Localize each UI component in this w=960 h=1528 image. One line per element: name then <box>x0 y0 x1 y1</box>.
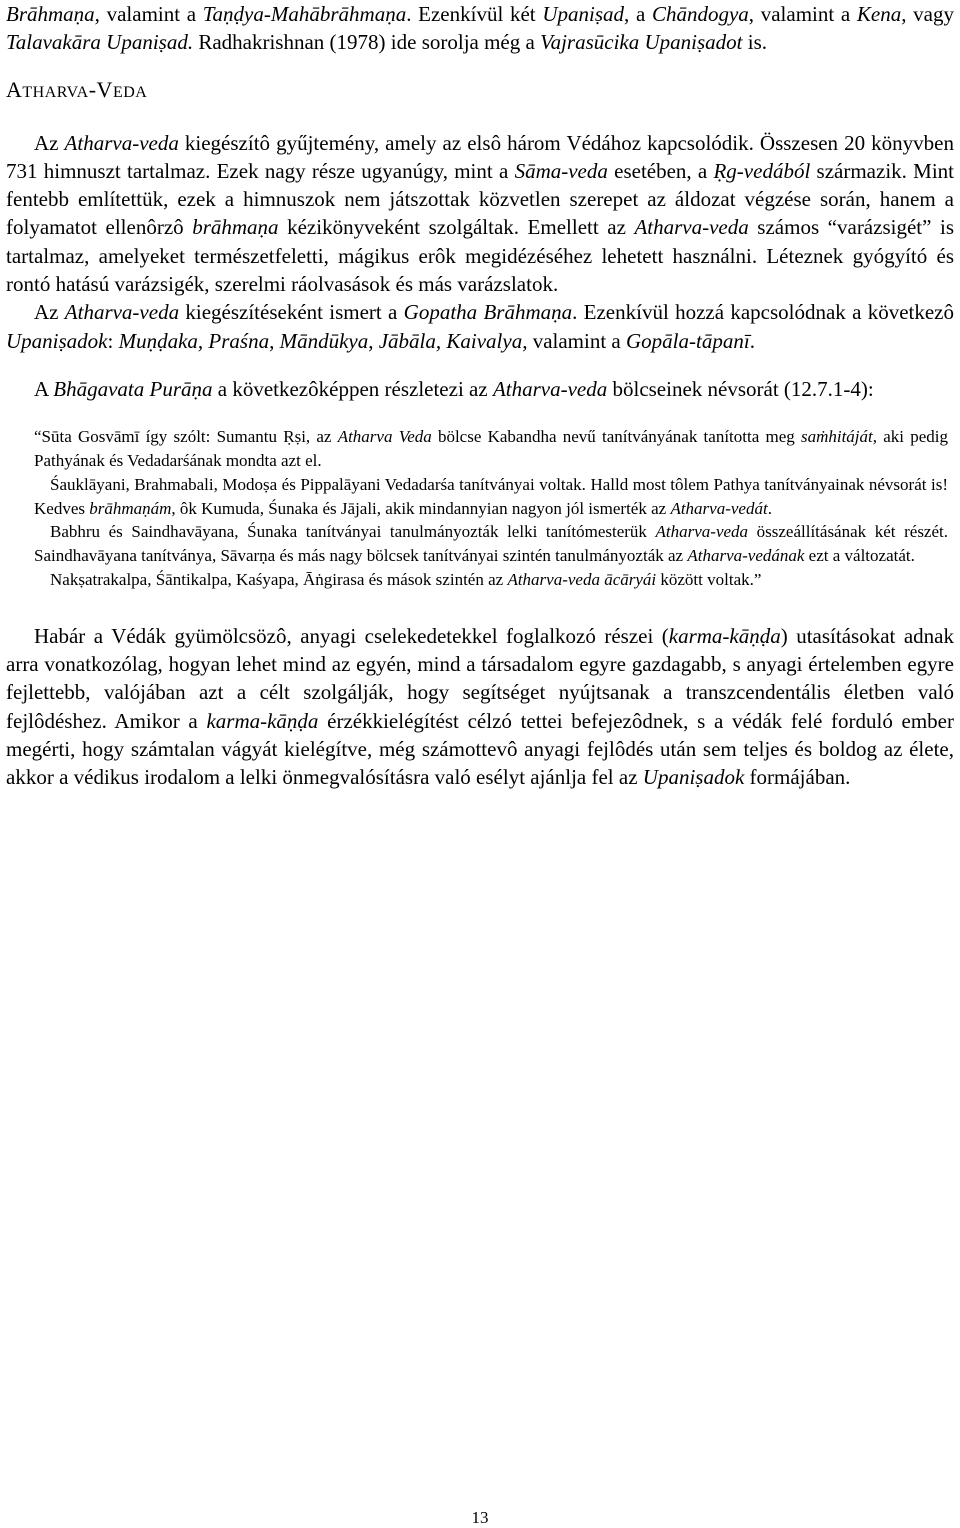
paragraph-text: Atharva-veda <box>64 300 180 325</box>
atharva-paragraph <box>6 129 954 299</box>
quote-text: Atharva Veda <box>337 427 432 447</box>
paragraph-text: Muṇḍaka, Praśna, Māndūkya <box>118 328 369 353</box>
heading-text: EDA <box>112 83 148 101</box>
intro-paragraph <box>6 0 954 57</box>
quote-paragraph <box>34 425 948 473</box>
quote-text: Babhru és Saindhavāyana, Śunaka tanítványai tanulmányozták lelki tanítómesterük <box>50 522 656 542</box>
paragraph-text: brāhmaṇa <box>192 215 279 240</box>
intro-text: Vajrasūcika Upaniṣadot <box>540 30 743 55</box>
karma-kanda-paragraph <box>6 622 954 792</box>
paragraph-text: bölcseinek névsorát (12.7.1-4): <box>607 376 874 401</box>
quote-text: Atharva-vedát <box>670 498 768 518</box>
quote-text: “Sūta Gosvāmī így szólt: Sumantu Ṛṣi, az <box>34 427 338 447</box>
quote-text: Atharva-vedának <box>687 546 805 566</box>
paragraph-text: Gopāla-tāpanī <box>626 328 750 353</box>
intro-text: Radhakrishnan (1978) ide sorolja még a <box>193 30 541 55</box>
quote-paragraph <box>34 520 948 568</box>
paragraph-text: Az <box>34 300 65 325</box>
paragraph-text: Jābāla, Kaivalya, <box>378 328 528 353</box>
intro-text: Taṇḍya-Mahābrāhmaṇa <box>202 2 407 26</box>
quote-text: Atharva-veda ācāryái <box>507 570 657 590</box>
paragraph-text: ) utasításokat adnak arra vonatkozólag, hogyan lehet mind az egyén, mind a társadalom egyre gazdagabb, s anyagi értelemben egyre fejlettebb, valójában azt a célt szolgálják, hogy segítséget nyújtsanak a transzcendentális életben való fejlôdéshez. Amikor a <box>6 623 954 733</box>
paragraph-text: származik. Mint fentebb említettük, ezek a himnuszok nem játszottak közvetlen szerepet az áldozat végzése során, hanem a folyamatot ellenôrzô <box>6 158 954 240</box>
heading-text: A <box>6 76 23 102</box>
intro-text: Brāhmaṇa <box>6 2 95 26</box>
paragraph-text: Sāma-veda <box>514 158 608 183</box>
intro-text: , valamint a <box>748 2 857 26</box>
quote-text: brāhmaṇám <box>89 498 172 518</box>
section-heading <box>6 77 954 103</box>
paragraph-text: esetében, a <box>607 158 714 183</box>
paragraph-text: kézikönyveként szolgáltak. Emellett az <box>278 215 635 240</box>
paragraph-text: számos “varázsigét” is tartalmaz, amelyeket természetfeletti, mágikus erôk megidézéséhez lehetett használni. Léteznek gyógyító és rontó hatású varázsigék, szerelmi ráolvasások és más varázslatok. <box>6 215 954 297</box>
bhagavata-paragraph <box>6 375 954 403</box>
quote-text: Nakṣatrakalpa, Śāntikalpa, Kaśyapa, Āṅgirasa és mások szintén az <box>50 570 508 590</box>
quote-text: . <box>767 498 772 518</box>
paragraph-text: Gopatha Brāhmaṇa <box>403 300 573 325</box>
paragraph-text: valamint a <box>527 328 627 353</box>
heading-text: THARVA <box>22 83 89 101</box>
paragraph-text: , <box>368 328 379 353</box>
paragraph-text: formájában. <box>744 765 851 790</box>
quote-text: összeállításának két részét. Saindhavāyana tanítványa, Sāvarṇa és más nagy bölcsek tanítványai szintén tanulmányozták az <box>34 522 948 566</box>
quote-text: bölcse Kabandha nevű tanítványának tanította meg <box>431 427 801 447</box>
paragraph-text: Atharva-veda <box>634 215 749 240</box>
intro-text: is. <box>742 30 768 55</box>
heading-text: -V <box>88 76 113 102</box>
paragraph-text: a következôképpen részletezi az <box>212 376 493 401</box>
paragraph-text: Upaniṣadok <box>642 765 745 790</box>
intro-text: Kena <box>856 2 902 26</box>
supplement-paragraph <box>6 298 954 355</box>
paragraph-text: Az <box>34 130 65 155</box>
quote-text: között voltak.” <box>656 570 762 590</box>
paragraph-text: kiegészítô gyűjtemény, amely az elsô három Védához kapcsolódik. Összesen 20 könyvben 731 himnuszt tartalmaz. Ezek nagy része ugyanúgy, mint a <box>6 130 954 183</box>
block-quote <box>6 425 954 592</box>
intro-text: Talavakāra Upaniṣad. <box>6 30 194 55</box>
paragraph-text: Atharva-veda <box>64 130 179 155</box>
paragraph-text: kiegészítéseként ismert a <box>179 300 404 325</box>
paragraph-text: A <box>34 376 54 401</box>
paragraph-text: . <box>749 328 755 353</box>
paragraph-text: Upaniṣadok <box>6 328 108 353</box>
quote-paragraph <box>34 568 948 592</box>
intro-text: , a <box>624 2 652 26</box>
paragraph-text: Atharva-veda <box>492 376 608 401</box>
intro-text: , valamint a <box>94 2 203 26</box>
paragraph-text: karma-kāṇḍa <box>206 708 319 733</box>
paragraph-text: . Ezenkívül hozzá kapcsolódnak a következô <box>572 300 955 325</box>
paragraph-text: Ṛg-vedából <box>713 158 811 183</box>
intro-text: Upaniṣad <box>542 2 624 26</box>
paragraph-text: Habár a Védák gyümölcsözô, anyagi cselekedetekkel foglalkozó részei ( <box>34 623 669 648</box>
paragraph-text: karma-kāṇḍa <box>668 623 781 648</box>
document-page <box>6 0 954 792</box>
intro-text: Chāndogya <box>651 2 749 26</box>
quote-text: Atharva-veda <box>655 522 749 542</box>
paragraph-text: : <box>107 328 119 353</box>
quote-text: ezt a változatát. <box>804 546 915 566</box>
intro-text: , vagy <box>901 2 954 26</box>
paragraph-text: Bhāgavata Purāṇa <box>53 376 213 401</box>
quote-text: Śauklāyani, Brahmabali, Modoṣa és Pippalāyani Vedadarśa tanítványai voltak. Halld most tôlem Pathya tanítványainak névsorát is! Kedves <box>34 474 948 518</box>
intro-text: . Ezenkívül két <box>406 2 543 26</box>
page-number: 13 <box>471 1508 489 1527</box>
quote-text: , ôk Kumuda, Śunaka és Jājali, akik mindannyian nagyon jól ismerték az <box>171 498 671 518</box>
quote-paragraph <box>34 473 948 521</box>
paragraph-text: érzékkielégítést célzó tettei befejezôdnek, s a védák felé forduló ember megérti, hogy számtalan vágyát kielégítve, még számottevô anyagi fejlôdés után sem teljes és boldog az élete, akkor a védikus irodalom a lelki önmegvalósításra való esélyt ajánlja fel az <box>6 708 954 790</box>
quote-text: , aki pedig Pathyának és Vedadarśának mondta azt el. <box>34 427 948 471</box>
quote-text: saṁhitáját <box>800 427 873 447</box>
